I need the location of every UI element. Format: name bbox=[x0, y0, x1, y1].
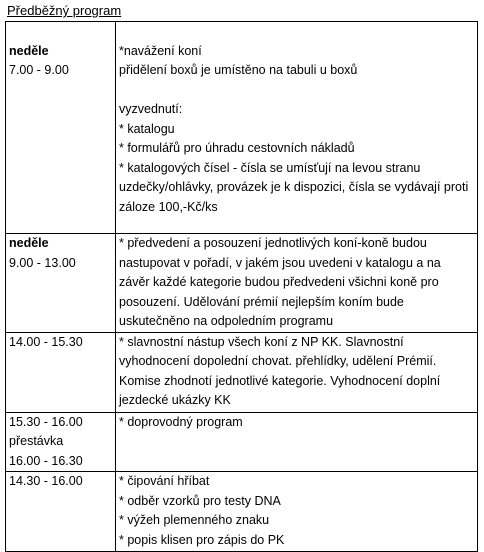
activity-cell bbox=[116, 234, 478, 333]
time-label: 14.30 - 16.00 bbox=[9, 474, 83, 488]
activity-line: * čipování hříbat bbox=[119, 474, 210, 488]
activity-line: * odběr vzorků pro testy DNA bbox=[119, 493, 281, 508]
time-cell bbox=[6, 412, 116, 472]
time-cell bbox=[6, 472, 116, 552]
activity-cell bbox=[116, 332, 478, 412]
program-table bbox=[5, 21, 478, 552]
table-row bbox=[6, 412, 478, 472]
page-title: Předběžný program bbox=[7, 3, 122, 18]
day-label: neděle bbox=[9, 43, 49, 58]
table-row bbox=[6, 22, 478, 234]
activity-line: * popis klisen pro zápis do PK bbox=[119, 532, 285, 547]
activity-line: *navážení koní bbox=[119, 43, 202, 58]
activity-line: * formulářů pro úhradu cestovních nákladů bbox=[119, 141, 355, 155]
time-label: 9.00 - 13.00 bbox=[9, 255, 76, 270]
activity-cell bbox=[116, 22, 478, 234]
time-cell bbox=[6, 332, 116, 412]
day-label: neděle bbox=[9, 236, 49, 250]
time-label: 16.00 - 16.30 bbox=[9, 453, 83, 468]
activity-text: * doprovodný program bbox=[119, 414, 243, 429]
activity-line: * výžeh plemenného znaku bbox=[119, 513, 270, 527]
table-row bbox=[6, 234, 478, 333]
time-cell bbox=[6, 234, 116, 333]
activity-line: * katalogu bbox=[119, 121, 175, 136]
activity-line: přidělení boxů je umístěno na tabuli u boxů bbox=[119, 63, 358, 77]
time-label: 15.30 - 16.00 bbox=[9, 414, 83, 429]
table-row bbox=[6, 472, 478, 552]
break-label: přestávka bbox=[9, 434, 64, 448]
activity-text: * slavnostní nástup všech koní z NP KK. Slavnostní vyhodnocení dopolední chovat. přehlídky, udělení Prémií. Komise zhodnotí jednotlivé kategorie. Vyhodnocení doplní jezdecké ukázky KK bbox=[119, 334, 441, 407]
activity-line: vyzvednutí: bbox=[119, 102, 183, 116]
time-cell bbox=[6, 22, 116, 234]
activity-cell bbox=[116, 472, 478, 552]
time-label: 7.00 - 9.00 bbox=[9, 63, 69, 77]
activity-text: * předvedení a posouzení jednotlivých koní-koně budou nastupovat v pořadí, v jakém jsou uvedeni v katalogu a na závěr každé kategorie budou předvedeni všichni koně pro posouzení. Udělování prémií nejlepším koním bude uskutečněno na odpoledním programu bbox=[119, 236, 441, 328]
activity-cell bbox=[116, 412, 478, 472]
activity-text: * katalogových čísel - čísla se umísťují na levou stranu uzdečky/ohlávky, provázek je k dispozici, čísla se vydávají proti záloze 100,-Kč/ks bbox=[119, 160, 469, 214]
time-label: 14.00 - 15.30 bbox=[9, 334, 83, 349]
table-row bbox=[6, 332, 478, 412]
